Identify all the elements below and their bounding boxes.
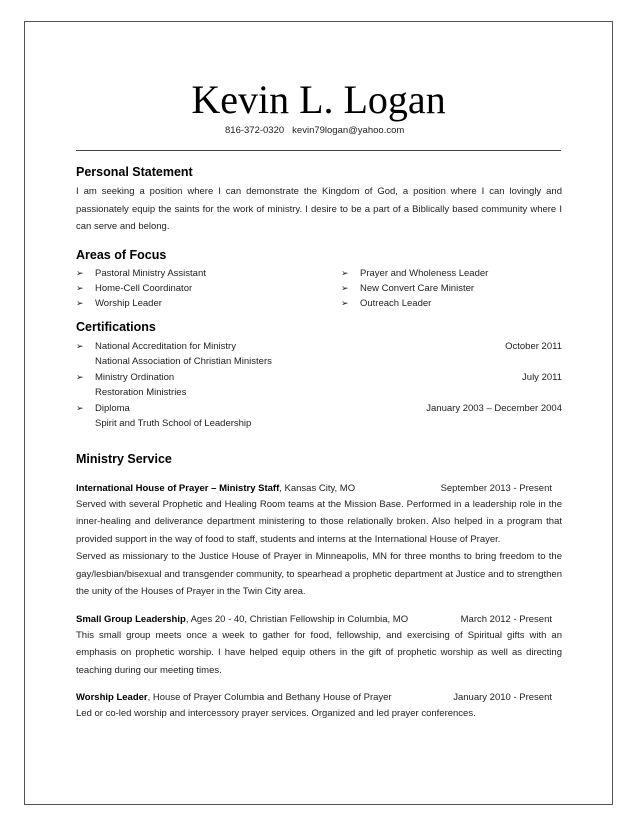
focus-item: ➢ Outreach Leader <box>341 297 432 309</box>
focus-item: ➢ Worship Leader <box>76 297 162 309</box>
arrow-bullet-icon: ➢ <box>76 402 84 413</box>
header-divider <box>76 150 561 151</box>
focus-list-left <box>76 266 341 311</box>
job-header <box>76 691 562 705</box>
arrow-bullet-icon: ➢ <box>341 282 349 293</box>
job-description: Served as missionary to the Justice House of Prayer in Minneapolis, MN for three months to bring freedom to the gay/lesbian/bisexual and transgender community, to spearhead a prophetic department at Justice and to strengthen the unity of the Houses of Prayer in the Twin City area. <box>76 551 562 597</box>
email-address: kevin79logan@yahoo.com <box>292 125 405 136</box>
certification-date: January 2003 – December 2004 <box>426 402 562 414</box>
job-description: Served with several Prophetic and Healing Room teams at the Mission Base. Performed in a leadership role in the inner-healing and deliverance department ministering to those relationally broken. Also helped in a program that provided support in the way of food to staff, students and interns at the International House of Prayer. <box>76 498 562 545</box>
job-details: , Ages 20 - 40, Christian Fellowship in Columbia, MO <box>185 613 409 625</box>
job-title: Small Group Leadership <box>76 613 186 625</box>
job-title: International House of Prayer – Ministry Staff <box>76 482 280 494</box>
arrow-bullet-icon: ➢ <box>341 267 349 278</box>
job-details: , Kansas City, MO <box>279 482 356 494</box>
focus-list-right <box>341 266 488 311</box>
section-heading: Ministry Service <box>76 451 172 466</box>
job-date: September 2013 - Present <box>440 482 552 494</box>
certification-item <box>76 401 562 432</box>
certifications-section <box>76 319 562 432</box>
section-heading: Personal Statement <box>76 165 193 179</box>
certification-list <box>76 339 562 432</box>
certification-title: Ministry Ordination <box>95 371 175 383</box>
ministry-service-section <box>76 451 562 723</box>
personal-statement-section <box>76 164 562 236</box>
arrow-bullet-icon: ➢ <box>76 340 84 351</box>
job-header <box>76 482 562 496</box>
section-heading: Certifications <box>76 319 156 334</box>
resume-name: Kevin L. Logan <box>191 77 446 122</box>
arrow-bullet-icon: ➢ <box>341 297 349 308</box>
certification-title: National Accreditation for Ministry <box>95 340 236 352</box>
focus-item: ➢ Home-Cell Coordinator <box>76 282 193 294</box>
arrow-bullet-icon: ➢ <box>76 282 84 293</box>
focus-item: ➢ Pastoral Ministry Assistant <box>76 267 206 279</box>
certification-org: Spirit and Truth School of Leadership <box>95 418 252 429</box>
personal-statement-text: I am seeking a position where I can demonstrate the Kingdom of God, a position where I can lovingly and passionately equip the saints for the work of ministry. I desire to be a part of a Biblically based community where I can serve and belong. <box>76 186 562 232</box>
job-description: Led or co-led worship and intercessory prayer services. Organized and led prayer conferences. <box>76 708 476 719</box>
job-details: , House of Prayer Columbia and Bethany House of Prayer <box>147 692 392 703</box>
focus-item: ➢ New Convert Care Minister <box>341 282 475 294</box>
areas-of-focus-section <box>76 247 562 311</box>
job-header <box>76 613 562 627</box>
job-date: January 2010 - Present <box>453 692 552 703</box>
job-title: Worship Leader <box>76 692 148 703</box>
certification-org: National Association of Christian Ministers <box>95 356 272 367</box>
certification-item <box>76 370 562 401</box>
phone-number: 816-372-0320 <box>225 125 285 136</box>
arrow-bullet-icon: ➢ <box>76 371 84 382</box>
resume-page <box>24 21 613 805</box>
contact-line <box>225 125 404 137</box>
focus-columns <box>76 266 562 311</box>
arrow-bullet-icon: ➢ <box>76 267 84 278</box>
certification-title: Diploma <box>95 402 130 414</box>
focus-item: ➢ Prayer and Wholeness Leader <box>341 267 489 279</box>
resume-content <box>76 164 562 723</box>
certification-org: Restoration Ministries <box>95 387 187 398</box>
certification-date: July 2011 <box>522 371 562 383</box>
section-heading: Areas of Focus <box>76 247 167 262</box>
certification-item <box>76 339 562 370</box>
certification-date: October 2011 <box>505 340 562 352</box>
job-description: This small group meets once a week to gather for food, fellowship, and exercising of Spiritual gifts with an emphasis on prophetic worship. I have helped equip others in the gift of prophetic worship as well as directing teaching during our meeting times. <box>76 629 562 676</box>
job-date: March 2012 - Present <box>460 613 552 625</box>
arrow-bullet-icon: ➢ <box>76 297 84 308</box>
